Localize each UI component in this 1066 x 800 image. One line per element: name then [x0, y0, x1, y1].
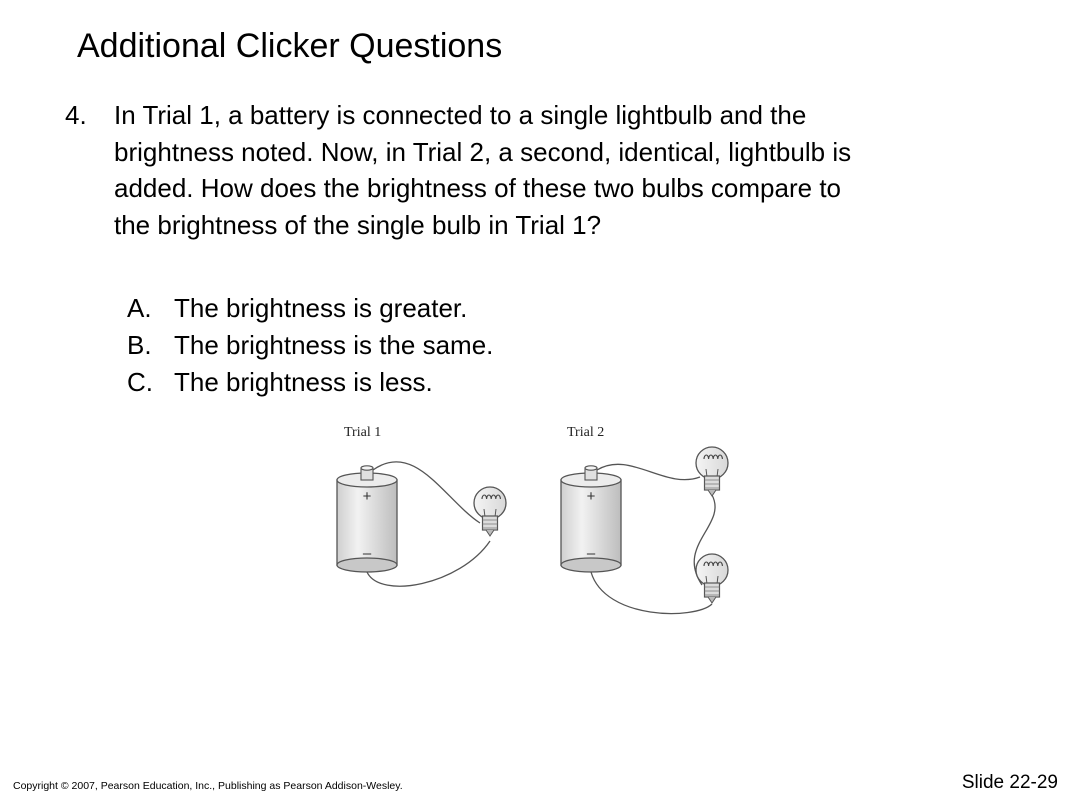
option-text: The brightness is the same. — [174, 330, 494, 360]
circuit-diagram — [320, 415, 750, 620]
minus-sign: – — [586, 545, 596, 562]
question-line: added. How does the brightness of these two bulbs compare to — [114, 173, 841, 203]
question-line: In Trial 1, a battery is connected to a single lightbulb and the — [114, 100, 807, 130]
wire — [591, 572, 712, 614]
option-letter: A. — [127, 293, 152, 323]
minus-sign: – — [362, 545, 372, 562]
option-letter: B. — [127, 330, 152, 360]
option-text: The brightness is greater. — [174, 293, 468, 323]
slide-title: Additional Clicker Questions — [77, 27, 503, 65]
question-text — [114, 97, 1034, 243]
plus-sign: + — [586, 488, 596, 505]
slide-number: Slide 22-29 — [961, 772, 1058, 793]
trial-2-label: Trial 2 — [567, 425, 605, 440]
lightbulb-icon — [696, 447, 728, 496]
circuit-figure — [320, 415, 750, 620]
plus-sign: + — [362, 488, 372, 505]
question-number: 4. — [65, 100, 87, 130]
trial-1-label: Trial 1 — [344, 425, 382, 440]
battery-trial-2 — [561, 466, 621, 572]
lightbulb-icon — [474, 487, 506, 536]
option-text: The brightness is less. — [174, 367, 433, 397]
question-line: the brightness of the single bulb in Trial 1? — [114, 209, 602, 240]
option-letter: C. — [127, 367, 153, 397]
battery-trial-1 — [337, 466, 397, 572]
lightbulb-icon — [696, 554, 728, 603]
question-line: brightness noted. Now, in Trial 2, a second, identical, lightbulb is — [114, 136, 852, 167]
copyright-notice: Copyright © 2007, Pearson Education, Inc., Publishing as Pearson Addison-Wesley. — [13, 780, 403, 792]
